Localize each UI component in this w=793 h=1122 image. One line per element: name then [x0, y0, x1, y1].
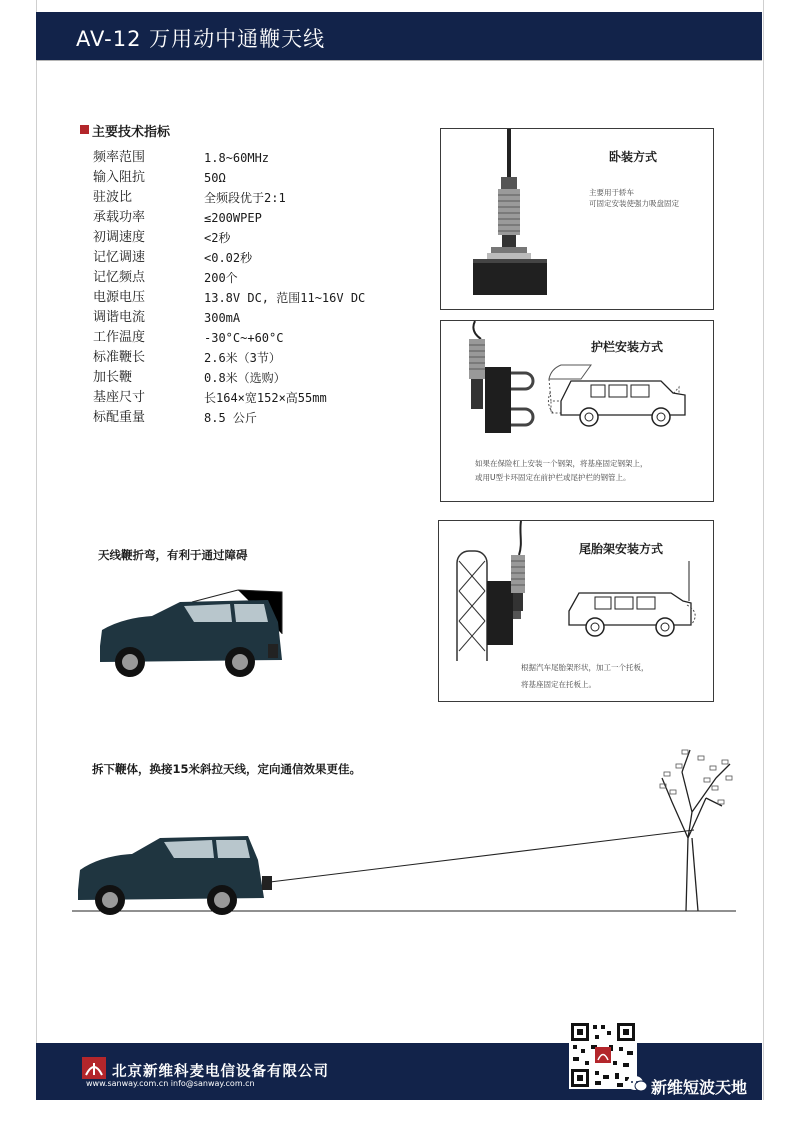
spec-label: 初调速度: [93, 230, 146, 245]
spec-value: ≤200WPEP: [204, 211, 262, 225]
spec-value: 长164×宽152×高55mm: [204, 391, 327, 405]
tire-mount-box: [438, 520, 714, 702]
magnet-mount-title: 卧装方式: [609, 150, 658, 164]
tire-mount-title: 尾胎架安装方式: [579, 542, 664, 556]
magnet-mount-line1: 主要用于轿车: [589, 188, 634, 197]
longwire-callout: 拆下鞭体，换接15米斜拉天线，定向通信效果更佳。: [92, 762, 362, 776]
magnet-mount-line2: 可固定安装使强力吸盘固定: [589, 199, 679, 208]
spec-value: 1.8~60MHz: [204, 151, 270, 165]
page-title: AV-12 万用动中通鞭天线: [76, 27, 326, 51]
spec-label: 记忆调速: [93, 250, 146, 265]
rail-mount-illustration: [441, 321, 713, 451]
spec-row: [93, 228, 365, 248]
spec-value: -30°C~+60°C: [204, 331, 284, 345]
bend-callout: 天线鞭折弯，有利于通过障碍: [98, 548, 248, 562]
spec-label: 加长鞭: [93, 370, 133, 385]
spec-label: 记忆频点: [93, 270, 146, 285]
section-marker: [80, 125, 89, 134]
spec-row: [93, 188, 365, 208]
spec-label: 驻波比: [93, 190, 133, 205]
spec-value: <2秒: [204, 231, 231, 245]
spec-label: 输入阻抗: [93, 170, 146, 185]
spec-value: 8.5 公斤: [204, 411, 257, 425]
spec-label: 标准鞭长: [93, 350, 146, 365]
spec-row: [93, 268, 365, 288]
spec-row: [93, 368, 365, 388]
rail-mount-line1: 如果在保险杠上安装一个钢架，将基座固定钢架上，: [475, 459, 648, 468]
footer-url: www.sanway.com.cn info@sanway.com.cn: [86, 1079, 255, 1088]
suv-bent-antenna-illustration: [92, 574, 292, 684]
spec-value: 200个: [204, 271, 238, 285]
rail-mount-line2: 或用U型卡环固定在前护栏或尾护栏的钢管上。: [475, 473, 631, 482]
spec-value: <0.02秒: [204, 251, 253, 265]
spec-row: [93, 148, 365, 168]
company-logo: [82, 1057, 106, 1079]
spec-row: [93, 348, 365, 368]
spec-value: 0.8米（选购）: [204, 371, 286, 385]
tire-mount-line2: 将基座固定在托板上。: [521, 680, 596, 689]
spec-value: 13.8V DC, 范围11~16V DC: [204, 291, 366, 305]
spec-value: 50Ω: [204, 171, 226, 185]
wechat-icon: [626, 1074, 648, 1094]
spec-label: 频率范围: [93, 150, 146, 165]
spec-value: 300mA: [204, 311, 241, 325]
spec-row: [93, 288, 365, 308]
spec-value: 全频段优于2:1: [204, 191, 286, 205]
rail-mount-title: 护栏安装方式: [591, 340, 664, 354]
spec-row: [93, 328, 365, 348]
spec-value: 2.6米（3节）: [204, 351, 281, 365]
spec-label: 电源电压: [93, 290, 146, 305]
spec-table: [93, 148, 365, 428]
magnet-mount-box: [440, 128, 714, 310]
spec-label: 基座尺寸: [93, 390, 146, 405]
spec-label: 标配重量: [93, 410, 146, 425]
tire-mount-line1: 根据汽车尾胎架形状，加工一个托板，: [521, 663, 649, 672]
spec-row: [93, 408, 365, 428]
spec-row: [93, 208, 365, 228]
specs-heading: 主要技术指标: [92, 125, 171, 140]
spec-label: 承载功率: [93, 210, 146, 225]
tire-mount-illustration: [439, 521, 713, 661]
wechat-account-name: 新维短波天地: [651, 1078, 748, 1097]
header-rule: [36, 60, 762, 61]
spec-row: [93, 308, 365, 328]
rail-mount-box: [440, 320, 714, 502]
spec-label: 工作温度: [93, 330, 146, 345]
spec-row: [93, 388, 365, 408]
magnet-mount-illustration: [451, 129, 571, 307]
footer-company: 北京新维科麦电信设备有限公司: [112, 1064, 329, 1080]
spec-row: [93, 168, 365, 188]
spec-row: [93, 248, 365, 268]
spec-label: 调谐电流: [93, 310, 146, 325]
longwire-illustration: [66, 742, 756, 920]
